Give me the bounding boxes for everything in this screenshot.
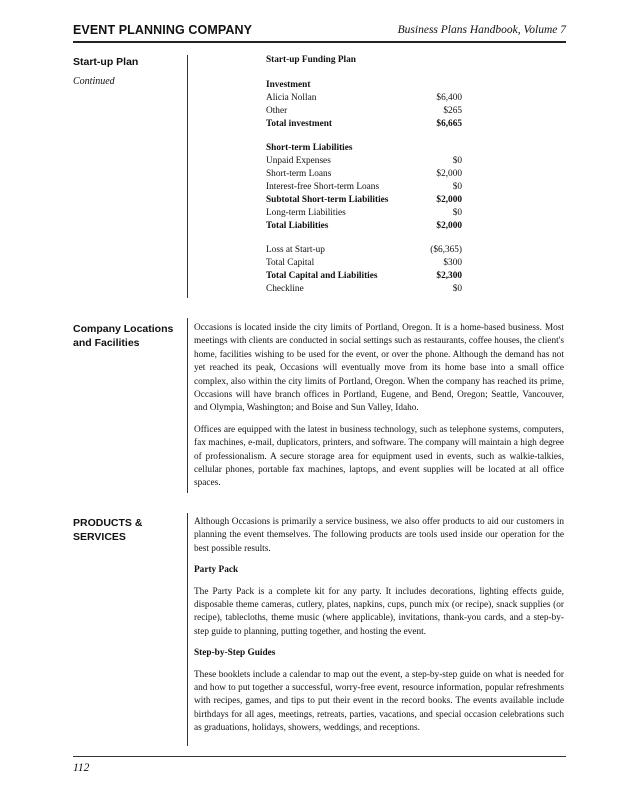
table-row-total: Total investment $6,665 xyxy=(266,119,462,129)
capital-group xyxy=(266,244,462,296)
footer-rule xyxy=(73,756,566,757)
running-header-book-title: Business Plans Handbook, Volume 7 xyxy=(397,24,566,36)
section-subtitle-continued: Continued xyxy=(73,76,115,87)
column-divider-products xyxy=(187,513,188,746)
table-row: Alicia Nollan $6,400 xyxy=(266,93,462,103)
liabilities-heading: Short-term Liabilities xyxy=(266,143,353,153)
paragraph: The Party Pack is a complete kit for any party. It includes decorations, lighting effects guide, disposable theme cameras, cutlery, plates, napkins, cups, punch mix (or recipe), snack supplies (or recipe), tablecloths, theme music (where applicable), invitations, thank-you cards, and a step-by-step guide to planning, putting together, and hosting the event. xyxy=(194,586,564,637)
section-title-locations: Company Locations and Facilities xyxy=(73,323,174,349)
investment-group xyxy=(266,79,462,131)
products-body xyxy=(194,516,564,744)
investment-heading: Investment xyxy=(266,80,311,90)
funding-table-title: Start-up Funding Plan xyxy=(266,55,356,65)
table-row: Long-term Liabilities $0 xyxy=(266,208,462,218)
table-row: Unpaid Expenses $0 xyxy=(266,156,462,166)
column-divider-startup xyxy=(187,55,188,298)
table-row: Total Capital $300 xyxy=(266,258,462,268)
section-title-products: PRODUCTS & SERVICES xyxy=(73,517,143,543)
paragraph: Occasions is located inside the city limits of Portland, Oregon. It is a home-based business. Most meetings with clients are conducted in social settings such as restaurants, coffee houses, the client's home, facilities wishing to be used for the event, or over the phone. Although the demand has not yet reached its peak, Occasions will eventually move from its home base into a small office complex, also within the city limits of Portland, Oregon. When the company has reached its prime, Occasions will have branch offices in Portland, Eugene, and Bend, Oregon; Seattle, Vancouver, and Olympia, Washington; and Boise and Sun Valley, Idaho. xyxy=(194,323,564,414)
paragraph: Although Occasions is primarily a service business, we also offer products to aid our customers in planning the event themselves. The following products are tools used inside our operation for the best possible results. xyxy=(194,517,564,554)
page-number: 112 xyxy=(73,762,90,774)
startup-funding-table xyxy=(266,54,462,307)
table-row: Checkline $0 xyxy=(266,284,462,294)
table-row: Loss at Start-up ($6,365) xyxy=(266,245,462,255)
paragraph: Offices are equipped with the latest in business technology, such as telephone systems, computers, fax machines, e-mail, duplicators, printers, and software. The company will maintain a high degree of professionalism. A secure storage area for equipment used in events, such as walkie-talkies, cellular phones, portable fax machines, laptops, and event supplies will be located at all office spaces. xyxy=(194,424,564,489)
table-row-subtotal: Subtotal Short-term Liabilities $2,000 xyxy=(266,195,462,205)
table-row-total: Total Capital and Liabilities $2,300 xyxy=(266,271,462,281)
liabilities-group xyxy=(266,142,462,233)
section-title-startup: Start-up Plan xyxy=(73,56,139,68)
running-header-title: EVENT PLANNING COMPANY xyxy=(73,23,253,37)
column-divider-locations xyxy=(187,318,188,493)
table-row: Interest-free Short-term Loans $0 xyxy=(266,182,462,192)
subheading-guides: Step-by-Step Guides xyxy=(194,648,276,659)
header-rule xyxy=(73,41,566,43)
locations-body xyxy=(194,322,564,499)
paragraph: These booklets include a calendar to map out the event, a step-by-step guide on what is needed for and how to put together a successful, worry-free event, resource information, popular refreshments with recipes, games, and tips to put their event in the record books. The events available include birthdays for all ages, meetings, retreats, parties, vacations, and special occasion celebrations such as graduations, holidays, showers, weddings, and receptions. xyxy=(194,669,564,734)
table-row: Other $265 xyxy=(266,106,462,116)
table-row-total: Total Liabilities $2,000 xyxy=(266,221,462,231)
table-row: Short-term Loans $2,000 xyxy=(266,169,462,179)
subheading-party-pack: Party Pack xyxy=(194,565,239,576)
